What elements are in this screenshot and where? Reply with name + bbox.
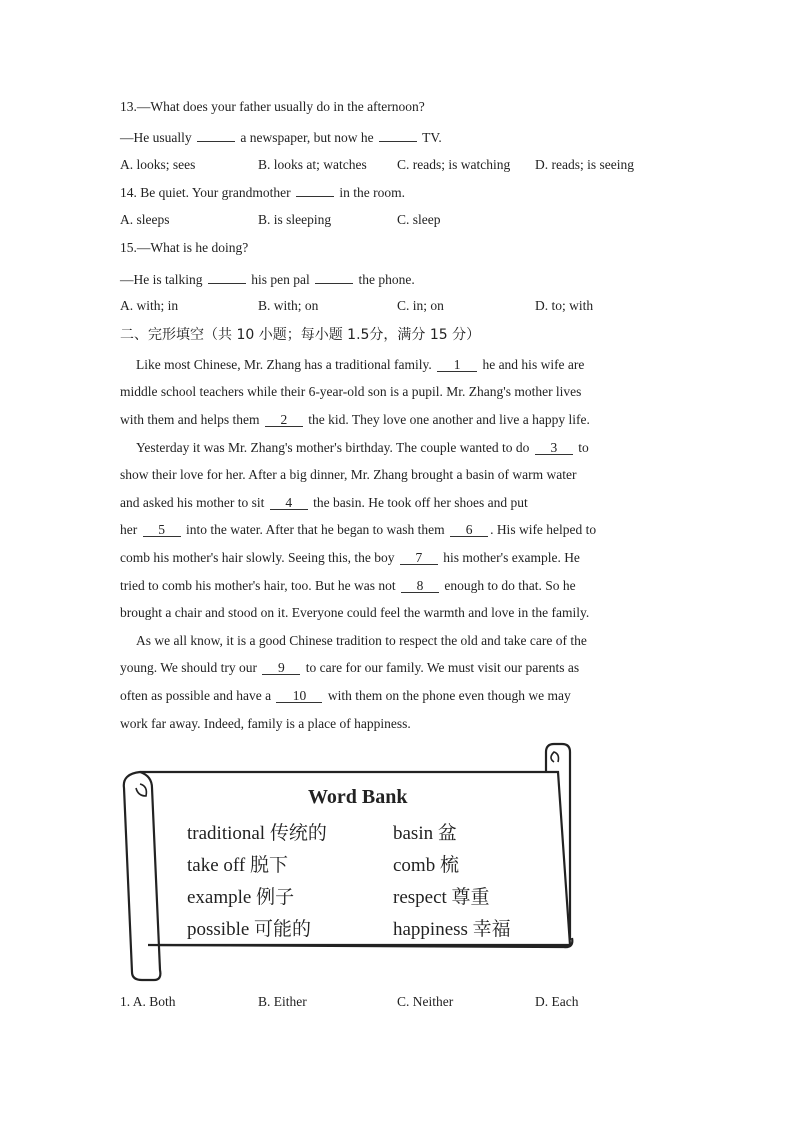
- cloze-blank-4[interactable]: 4: [270, 496, 308, 510]
- q14-option-b[interactable]: B. is sleeping: [258, 212, 332, 227]
- q15-option-a[interactable]: A. with; in: [120, 298, 179, 313]
- passage-text: her: [120, 522, 141, 537]
- word-bank-entry: happiness 幸福: [393, 919, 511, 940]
- q1-option-c[interactable]: C. Neither: [397, 994, 454, 1009]
- passage-text: with them and helps them: [120, 412, 263, 427]
- passage-line-14: work far away. Indeed, family is a place of happiness.: [120, 716, 411, 731]
- passage-text: to: [574, 440, 589, 455]
- q15-option-c[interactable]: C. in; on: [397, 298, 444, 313]
- q13-line2-a: —He usually: [120, 130, 195, 145]
- q1-option-a[interactable]: 1. A. Both: [120, 994, 176, 1009]
- q13-line2-c: TV.: [419, 130, 442, 145]
- passage-line-1: [136, 356, 584, 374]
- word-bank-title: Word Bank: [308, 786, 408, 808]
- q15-line2: [120, 270, 415, 289]
- q15-line2-c: the phone.: [355, 272, 415, 287]
- q14-blank[interactable]: [296, 183, 334, 197]
- q13-line2-b: a newspaper, but now he: [237, 130, 378, 145]
- passage-text: . His wife helped to: [490, 522, 597, 537]
- section-heading: 二、完形填空（共 10 小题；每小题 1.5分，满分 15 分）: [120, 327, 481, 343]
- q13-option-d[interactable]: D. reads; is seeing: [535, 157, 634, 172]
- passage-line-5: show their love for her. After a big dinner, Mr. Zhang brought a basin of warm water: [120, 467, 577, 482]
- passage-line-13: [120, 687, 571, 705]
- q14-option-c[interactable]: C. sleep: [397, 212, 441, 227]
- cloze-blank-6[interactable]: 6: [450, 523, 488, 537]
- cloze-blank-7[interactable]: 7: [400, 551, 438, 565]
- cloze-blank-9[interactable]: 9: [262, 661, 300, 675]
- q15-option-d[interactable]: D. to; with: [535, 298, 594, 313]
- q15-blank-2[interactable]: [315, 270, 353, 284]
- word-bank-entry: possible 可能的: [187, 919, 312, 940]
- cloze-blank-1[interactable]: 1: [437, 358, 477, 372]
- passage-text: young. We should try our: [120, 660, 261, 675]
- q13-blank-2[interactable]: [379, 128, 417, 142]
- q14-stem-b: in the room.: [335, 185, 405, 200]
- passage-line-7: [120, 521, 596, 539]
- q14-option-a[interactable]: A. sleeps: [120, 212, 170, 227]
- q13-option-b[interactable]: B. looks at; watches: [258, 157, 367, 172]
- passage-line-8: [120, 549, 580, 567]
- passage-line-4: [136, 439, 589, 457]
- passage-text: he and his wife are: [479, 357, 585, 372]
- passage-line-10: brought a chair and stood on it. Everyone could feel the warmth and love in the family.: [120, 605, 590, 620]
- q15-blank-1[interactable]: [208, 270, 246, 284]
- q13-line2: [120, 128, 442, 147]
- cloze-blank-10[interactable]: 10: [276, 689, 322, 703]
- cloze-blank-2[interactable]: 2: [265, 413, 303, 427]
- cloze-blank-8[interactable]: 8: [401, 579, 439, 593]
- passage-line-6: [120, 494, 528, 512]
- q15-option-b[interactable]: B. with; on: [258, 298, 319, 313]
- passage-text: and asked his mother to sit: [120, 495, 268, 510]
- passage-text: comb his mother's hair slowly. Seeing this, the boy: [120, 550, 398, 565]
- passage-text: the kid. They love one another and live a happy life.: [304, 412, 590, 427]
- word-bank-entry: traditional 传统的: [187, 823, 327, 844]
- passage-text: often as possible and have a: [120, 688, 275, 703]
- passage-line-3: [120, 411, 590, 429]
- q13-option-c[interactable]: C. reads; is watching: [397, 157, 511, 172]
- cloze-blank-3[interactable]: 3: [535, 441, 573, 455]
- passage-text: with them on the phone even though we may: [324, 688, 571, 703]
- q1-option-d[interactable]: D. Each: [535, 994, 579, 1009]
- passage-text: his mother's example. He: [439, 550, 580, 565]
- passage-text: into the water. After that he began to wash them: [182, 522, 449, 537]
- passage-line-9: [120, 577, 576, 595]
- q13-blank-1[interactable]: [197, 128, 235, 142]
- q13-stem: 13.—What does your father usually do in the afternoon?: [120, 99, 425, 114]
- passage-text: Yesterday it was Mr. Zhang's mother's birthday. The couple wanted to do: [136, 440, 533, 455]
- passage-line-12: [120, 659, 579, 677]
- q14-stem: [120, 183, 405, 202]
- word-bank-entry: example 例子: [187, 887, 295, 908]
- q15-stem: 15.—What is he doing?: [120, 240, 249, 255]
- passage-text: Like most Chinese, Mr. Zhang has a traditional family.: [136, 357, 436, 372]
- q14-stem-a: 14. Be quiet. Your grandmother: [120, 185, 294, 200]
- passage-text: the basin. He took off her shoes and put: [309, 495, 528, 510]
- q13-option-a[interactable]: A. looks; sees: [120, 157, 196, 172]
- word-bank-entry: respect 尊重: [393, 887, 490, 908]
- cloze-blank-5[interactable]: 5: [143, 523, 181, 537]
- word-bank-entry: take off 脱下: [187, 855, 288, 876]
- word-bank-entry: comb 梳: [393, 855, 459, 876]
- q1-option-b[interactable]: B. Either: [258, 994, 307, 1009]
- passage-text: enough to do that. So he: [440, 578, 576, 593]
- q15-line2-a: —He is talking: [120, 272, 206, 287]
- passage-line-11: As we all know, it is a good Chinese tradition to respect the old and take care of the: [136, 633, 587, 648]
- passage-text: tried to comb his mother's hair, too. But he was not: [120, 578, 399, 593]
- q15-line2-b: his pen pal: [247, 272, 314, 287]
- passage-line-2: middle school teachers while their 6-year-old son is a pupil. Mr. Zhang's mother lives: [120, 384, 582, 399]
- word-bank-entry: basin 盆: [393, 823, 457, 844]
- passage-text: to care for our family. We must visit our parents as: [302, 660, 580, 675]
